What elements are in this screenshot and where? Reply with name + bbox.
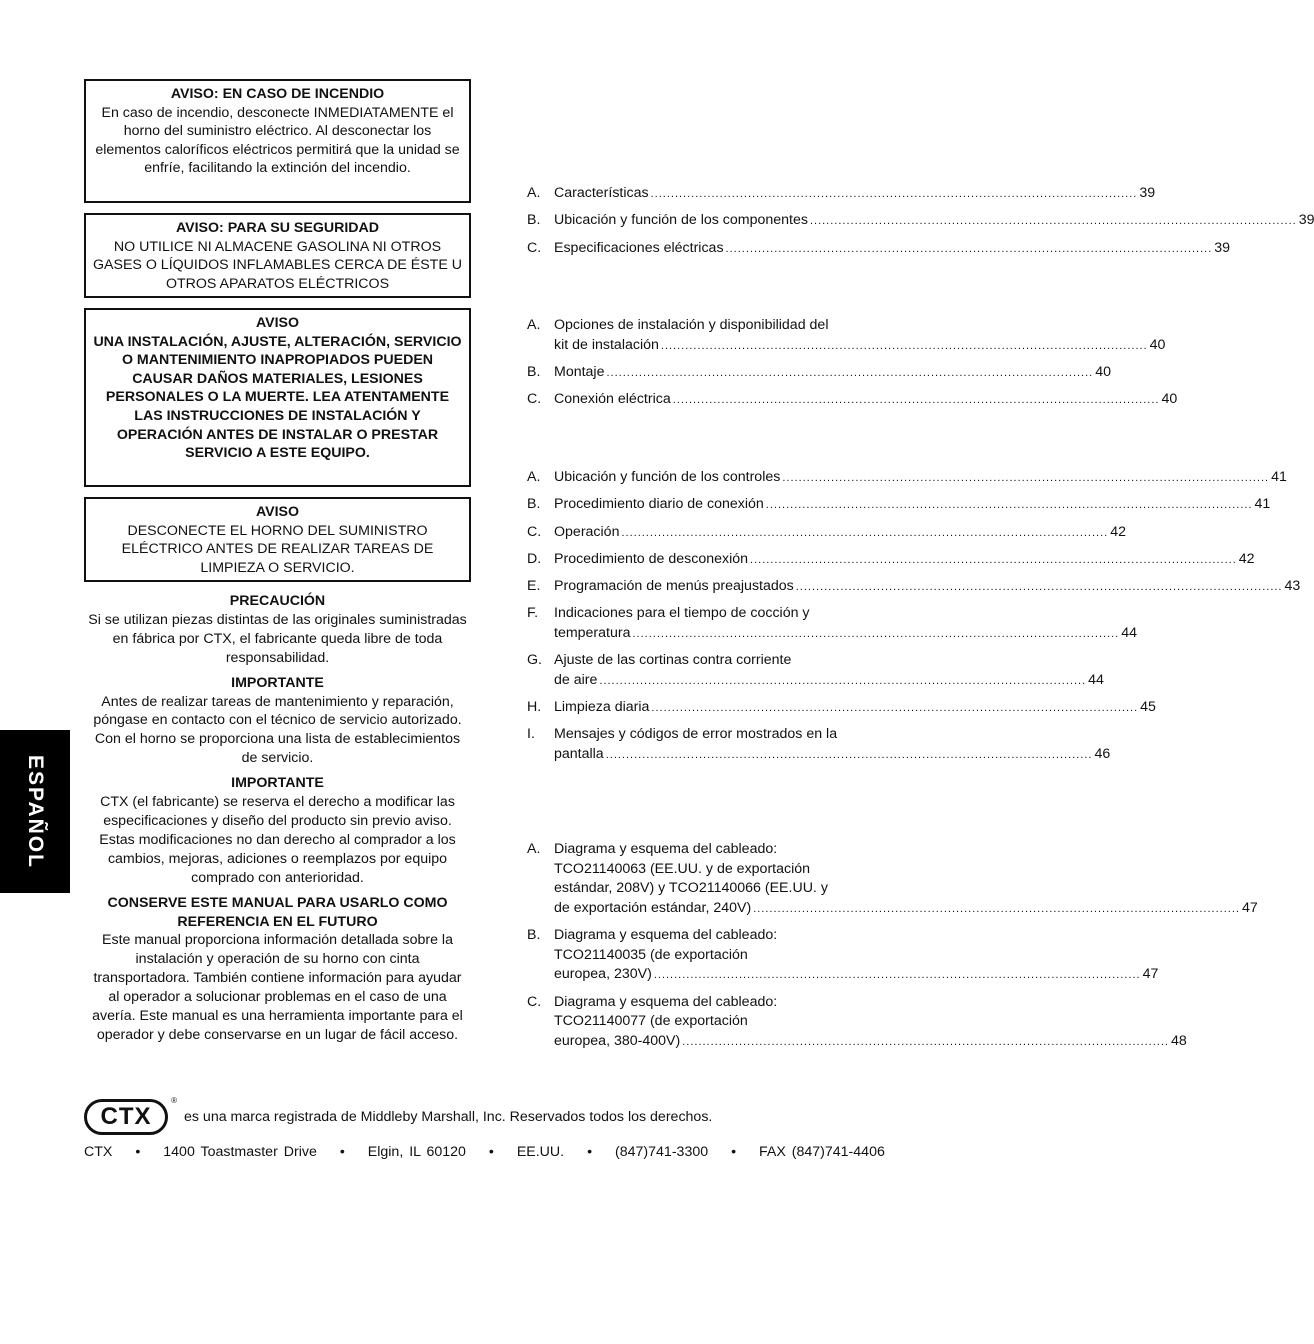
toc-page-number: 45 <box>1140 699 1156 716</box>
note-body: Si se utilizan piezas distintas de las originales suministradas en fábrica por CTX, el fabricante queda libre de toda responsabilidad. <box>88 611 467 666</box>
warning-body: DESCONECTE EL HORNO DEL SUMINISTRO ELÉCTRICO ANTES DE REALIZAR TAREAS DE LIMPIEZA O SERVICIO. <box>121 522 434 576</box>
toc-entry <box>527 840 1258 919</box>
toc-entry-letter: A. <box>527 185 541 201</box>
dot-leader: ........................................................................................................................ <box>795 581 1283 594</box>
toc-entry-text: Procedimiento diario de conexión <box>554 496 764 513</box>
toc-entry-letter: G. <box>527 652 542 669</box>
note-body: CTX (el fabricante) se reserva el derecho a modificar las especificaciones y diseño del producto sin previo aviso. Estas modificaciones no dan derecho al comprador a los cambios, mejoras, adiciones o reemplazos por equipo comprado con anterioridad. <box>99 794 456 886</box>
toc-entry-letter: C. <box>527 523 542 540</box>
toc-entry <box>527 577 1301 598</box>
toc-entry-text: Ubicación y función de los componentes <box>554 212 808 229</box>
toc-entry <box>527 390 1178 411</box>
toc-entry <box>527 698 1156 719</box>
toc-entry-text: Ubicación y función de los controles <box>554 469 781 485</box>
phone-number: (847)741-3300 <box>615 1144 709 1160</box>
toc-section-1 <box>527 184 1314 266</box>
toc-page-number: 39 <box>1139 185 1156 201</box>
dot-leader: ........................................................................................................................ <box>653 969 1141 982</box>
dot-leader: ........................................................................................................................ <box>606 366 1094 379</box>
toc-entry-text: Conexión eléctrica <box>554 391 671 408</box>
toc-entry <box>527 523 1126 544</box>
fax-number: FAX (847)741-4406 <box>759 1144 885 1160</box>
city-address: Elgin, IL 60120 <box>367 1144 466 1160</box>
company-name: CTX <box>84 1144 113 1160</box>
dot-leader: ........................................................................................................................ <box>725 242 1213 255</box>
dot-leader: ........................................................................................................................ <box>672 394 1160 407</box>
toc-entry-letter: C. <box>527 993 542 1010</box>
toc-entry <box>527 316 1166 356</box>
toc-entry-text: Ajuste de las cortinas contra corriente <box>554 652 792 669</box>
toc-page-number: 42 <box>1110 523 1126 540</box>
toc-entry <box>527 211 1314 232</box>
toc-entry-text: pantalla <box>554 746 604 763</box>
bullet-separator: • <box>488 1144 494 1160</box>
toc-entry-text: Diagrama y esquema del cableado: <box>554 841 778 857</box>
warning-title: AVISO <box>255 315 300 331</box>
language-tab-label: ESPAÑOL <box>24 754 47 869</box>
toc-entry-text: temperatura <box>554 625 631 641</box>
bullet-separator: • <box>731 1144 737 1160</box>
dot-leader: ........................................................................................................................ <box>650 188 1138 200</box>
toc-entry-letter: B. <box>527 927 541 944</box>
toc-entry-text: de aire <box>554 671 598 688</box>
toc-entry-text: Operación <box>554 523 620 540</box>
disconnect-warning-box <box>84 497 471 582</box>
toc-page-number: 39 <box>1214 239 1231 256</box>
warning-title: AVISO: PARA SU SEGURIDAD <box>175 220 380 236</box>
warning-body: NO UTILICE NI ALMACENE GASOLINA NI OTROS GASES O LÍQUIDOS INFLAMABLES CERCA DE ÉSTE U OTROS APARATOS ELÉCTRICOS <box>93 238 462 292</box>
toc-entry-letter: B. <box>527 496 541 513</box>
toc-entry <box>527 363 1112 384</box>
toc-page-number: 43 <box>1284 578 1301 595</box>
notes-section <box>84 592 471 1045</box>
toc-entry <box>527 184 1156 205</box>
fire-warning-box <box>84 79 471 203</box>
bullet-separator: • <box>339 1144 345 1160</box>
notices-column <box>84 79 471 1051</box>
toc-entry <box>527 725 1111 765</box>
trademark-text: es una marca registrada de Middleby Marshall, Inc. Reservados todos los derechos. <box>184 1109 713 1125</box>
toc-entry-text: Indicaciones para el tiempo de cocción y <box>554 605 810 622</box>
toc-entry-letter: A. <box>527 841 541 857</box>
toc-page-number: 40 <box>1161 391 1178 408</box>
toc-entry-letter: H. <box>527 699 542 716</box>
toc-entry-text: Diagrama y esquema del cableado: <box>554 993 778 1010</box>
dot-leader: ........................................................................................................................ <box>605 749 1093 762</box>
toc-entry-text: Limpieza diaria <box>554 699 650 716</box>
toc-entry-letter: C. <box>527 239 542 256</box>
toc-entry-text: Mensajes y códigos de error mostrados en la <box>554 726 838 743</box>
safety-warning-box <box>84 213 471 298</box>
note-title: IMPORTANTE <box>231 674 324 691</box>
toc-entry <box>527 993 1187 1053</box>
ctx-logo <box>84 1096 177 1135</box>
toc-page-number: 42 <box>1238 550 1255 567</box>
toc-entry-text: estándar, 208V) y TCO21140066 (EE.UU. y <box>554 880 828 897</box>
toc-page-number: 41 <box>1271 469 1287 485</box>
street-address: 1400 Toastmaster Drive <box>163 1144 317 1160</box>
toc-entry-letter: A. <box>527 469 541 485</box>
toc-page-number: 41 <box>1254 496 1271 513</box>
toc-entry-text: Especificaciones eléctricas <box>554 239 724 256</box>
toc-entry-letter: C. <box>527 391 542 408</box>
toc-entry-letter: E. <box>527 578 541 595</box>
toc-section-4 <box>527 840 1258 1059</box>
dot-leader: ........................................................................................................................ <box>651 702 1139 715</box>
toc-entry <box>527 926 1159 986</box>
note-body: Antes de realizar tareas de mantenimiento y reparación, póngase en contacto con el técnico de servicio autorizado. Con el horno se proporciona una lista de establecimientos de servicio. <box>93 693 462 767</box>
dot-leader: ........................................................................................................................ <box>765 499 1253 512</box>
language-tab <box>0 730 70 893</box>
warning-title: AVISO <box>255 504 300 520</box>
toc-entry-text: Diagrama y esquema del cableado: <box>554 927 778 944</box>
toc-entry-letter: D. <box>527 550 542 567</box>
dot-leader: ........................................................................................................................ <box>809 215 1297 228</box>
dot-leader: ........................................................................................................................ <box>632 628 1120 640</box>
toc-entry-letter: I. <box>527 726 535 743</box>
toc-page-number: 44 <box>1088 671 1104 688</box>
toc-section-3 <box>527 468 1301 772</box>
bullet-separator: • <box>135 1144 141 1160</box>
toc-entry <box>527 495 1271 516</box>
toc-entry-text: kit de instalación <box>554 336 659 353</box>
toc-page-number: 40 <box>1149 336 1166 353</box>
toc-entry-letter: F. <box>527 605 539 622</box>
toc-page-number: 47 <box>1241 899 1258 916</box>
toc-entry <box>527 651 1104 691</box>
address-line <box>84 1144 885 1160</box>
dot-leader: ........................................................................................................................ <box>660 339 1148 352</box>
toc-entry-text: de exportación estándar, 240V) <box>554 899 752 916</box>
dot-leader: ........................................................................................................................ <box>682 1035 1169 1048</box>
warning-body: UNA INSTALACIÓN, AJUSTE, ALTERACIÓN, SERVICIO O MANTENIMIENTO INAPROPIADOS PUEDEN CAUSAR DAÑOS MATERIALES, LESIONES PERSONALES O LA MUERTE. LEA ATENTAMENTE LAS INSTRUCCIONES DE INSTALACIÓN Y OPERACIÓN ANTES DE INSTALAR O PRESTAR SERVICIO A ESTE EQUIPO. <box>93 333 462 462</box>
dot-leader: ........................................................................................................................ <box>753 902 1240 915</box>
toc-entry-text: TCO21140077 (de exportación <box>554 1013 748 1030</box>
warning-body: En caso de incendio, desconecte INMEDIATAMENTE el horno del suministro eléctrico. Al desconectar los elementos caloríficos eléctricos permitirá que la unidad se enfríe, facilitando la extinción del incendio. <box>95 104 460 177</box>
toc-page-number: 48 <box>1170 1032 1187 1049</box>
installation-warning-box <box>84 308 471 487</box>
caution-note <box>88 592 467 668</box>
note-title: PRECAUCIÓN <box>229 593 326 609</box>
toc-entry <box>527 604 1138 644</box>
toc-entry <box>527 239 1231 260</box>
rights-note <box>88 774 467 887</box>
toc-entry-letter: B. <box>527 212 541 229</box>
keep-manual-note <box>88 894 467 1045</box>
toc-entry-text: TCO21140063 (EE.UU. y de exportación <box>554 860 811 877</box>
warning-title: AVISO: EN CASO DE INCENDIO <box>170 86 385 102</box>
dot-leader: ........................................................................................................................ <box>599 674 1087 687</box>
toc-entry <box>527 468 1287 489</box>
toc-entry-text: TCO21140035 (de exportación <box>554 946 748 963</box>
toc-entry-text: Opciones de instalación y disponibilidad del <box>554 317 829 333</box>
toc-page-number: 40 <box>1095 363 1112 380</box>
trademark-line <box>84 1097 885 1137</box>
toc-page-number: 39 <box>1298 212 1314 229</box>
bullet-separator: • <box>587 1144 593 1160</box>
toc-entry-text: Programación de menús preajustados <box>554 578 794 595</box>
dot-leader: ........................................................................................................................ <box>782 472 1270 484</box>
toc-entry <box>527 550 1255 571</box>
registered-mark-icon: ® <box>171 1096 177 1105</box>
toc-entry-letter: A. <box>527 317 541 333</box>
toc-entry-text: Características <box>554 185 649 201</box>
toc-entry-text: europea, 380-400V) <box>554 1032 681 1049</box>
toc-page-number: 47 <box>1142 966 1159 983</box>
toc-entry-letter: B. <box>527 363 541 380</box>
toc-section-2 <box>527 316 1178 417</box>
toc-page-number: 46 <box>1094 746 1111 763</box>
country: EE.UU. <box>516 1144 565 1160</box>
logo-text: CTX <box>100 1103 152 1130</box>
toc-entry-text: Procedimiento de desconexión <box>554 550 749 567</box>
footer <box>84 1097 885 1160</box>
toc-entry-text: europea, 230V) <box>554 966 652 983</box>
toc-page-number: 44 <box>1121 625 1138 641</box>
service-note <box>88 674 467 769</box>
dot-leader: ........................................................................................................................ <box>621 526 1109 539</box>
dot-leader: ........................................................................................................................ <box>750 553 1237 566</box>
note-title: IMPORTANTE <box>231 775 324 792</box>
note-body: Este manual proporciona información detallada sobre la instalación y operación de su horno con cinta transportadora. También contiene información para ayudar al operador a solucionar problemas en el caso de una avería. Este manual es una herramienta importante para el operador y debe conservarse en un lugar de fácil acceso. <box>92 932 463 1043</box>
toc-entry-text: Montaje <box>554 363 605 380</box>
note-title: CONSERVE ESTE MANUAL PARA USARLO COMO REFERENCIA EN EL FUTURO <box>107 894 448 930</box>
